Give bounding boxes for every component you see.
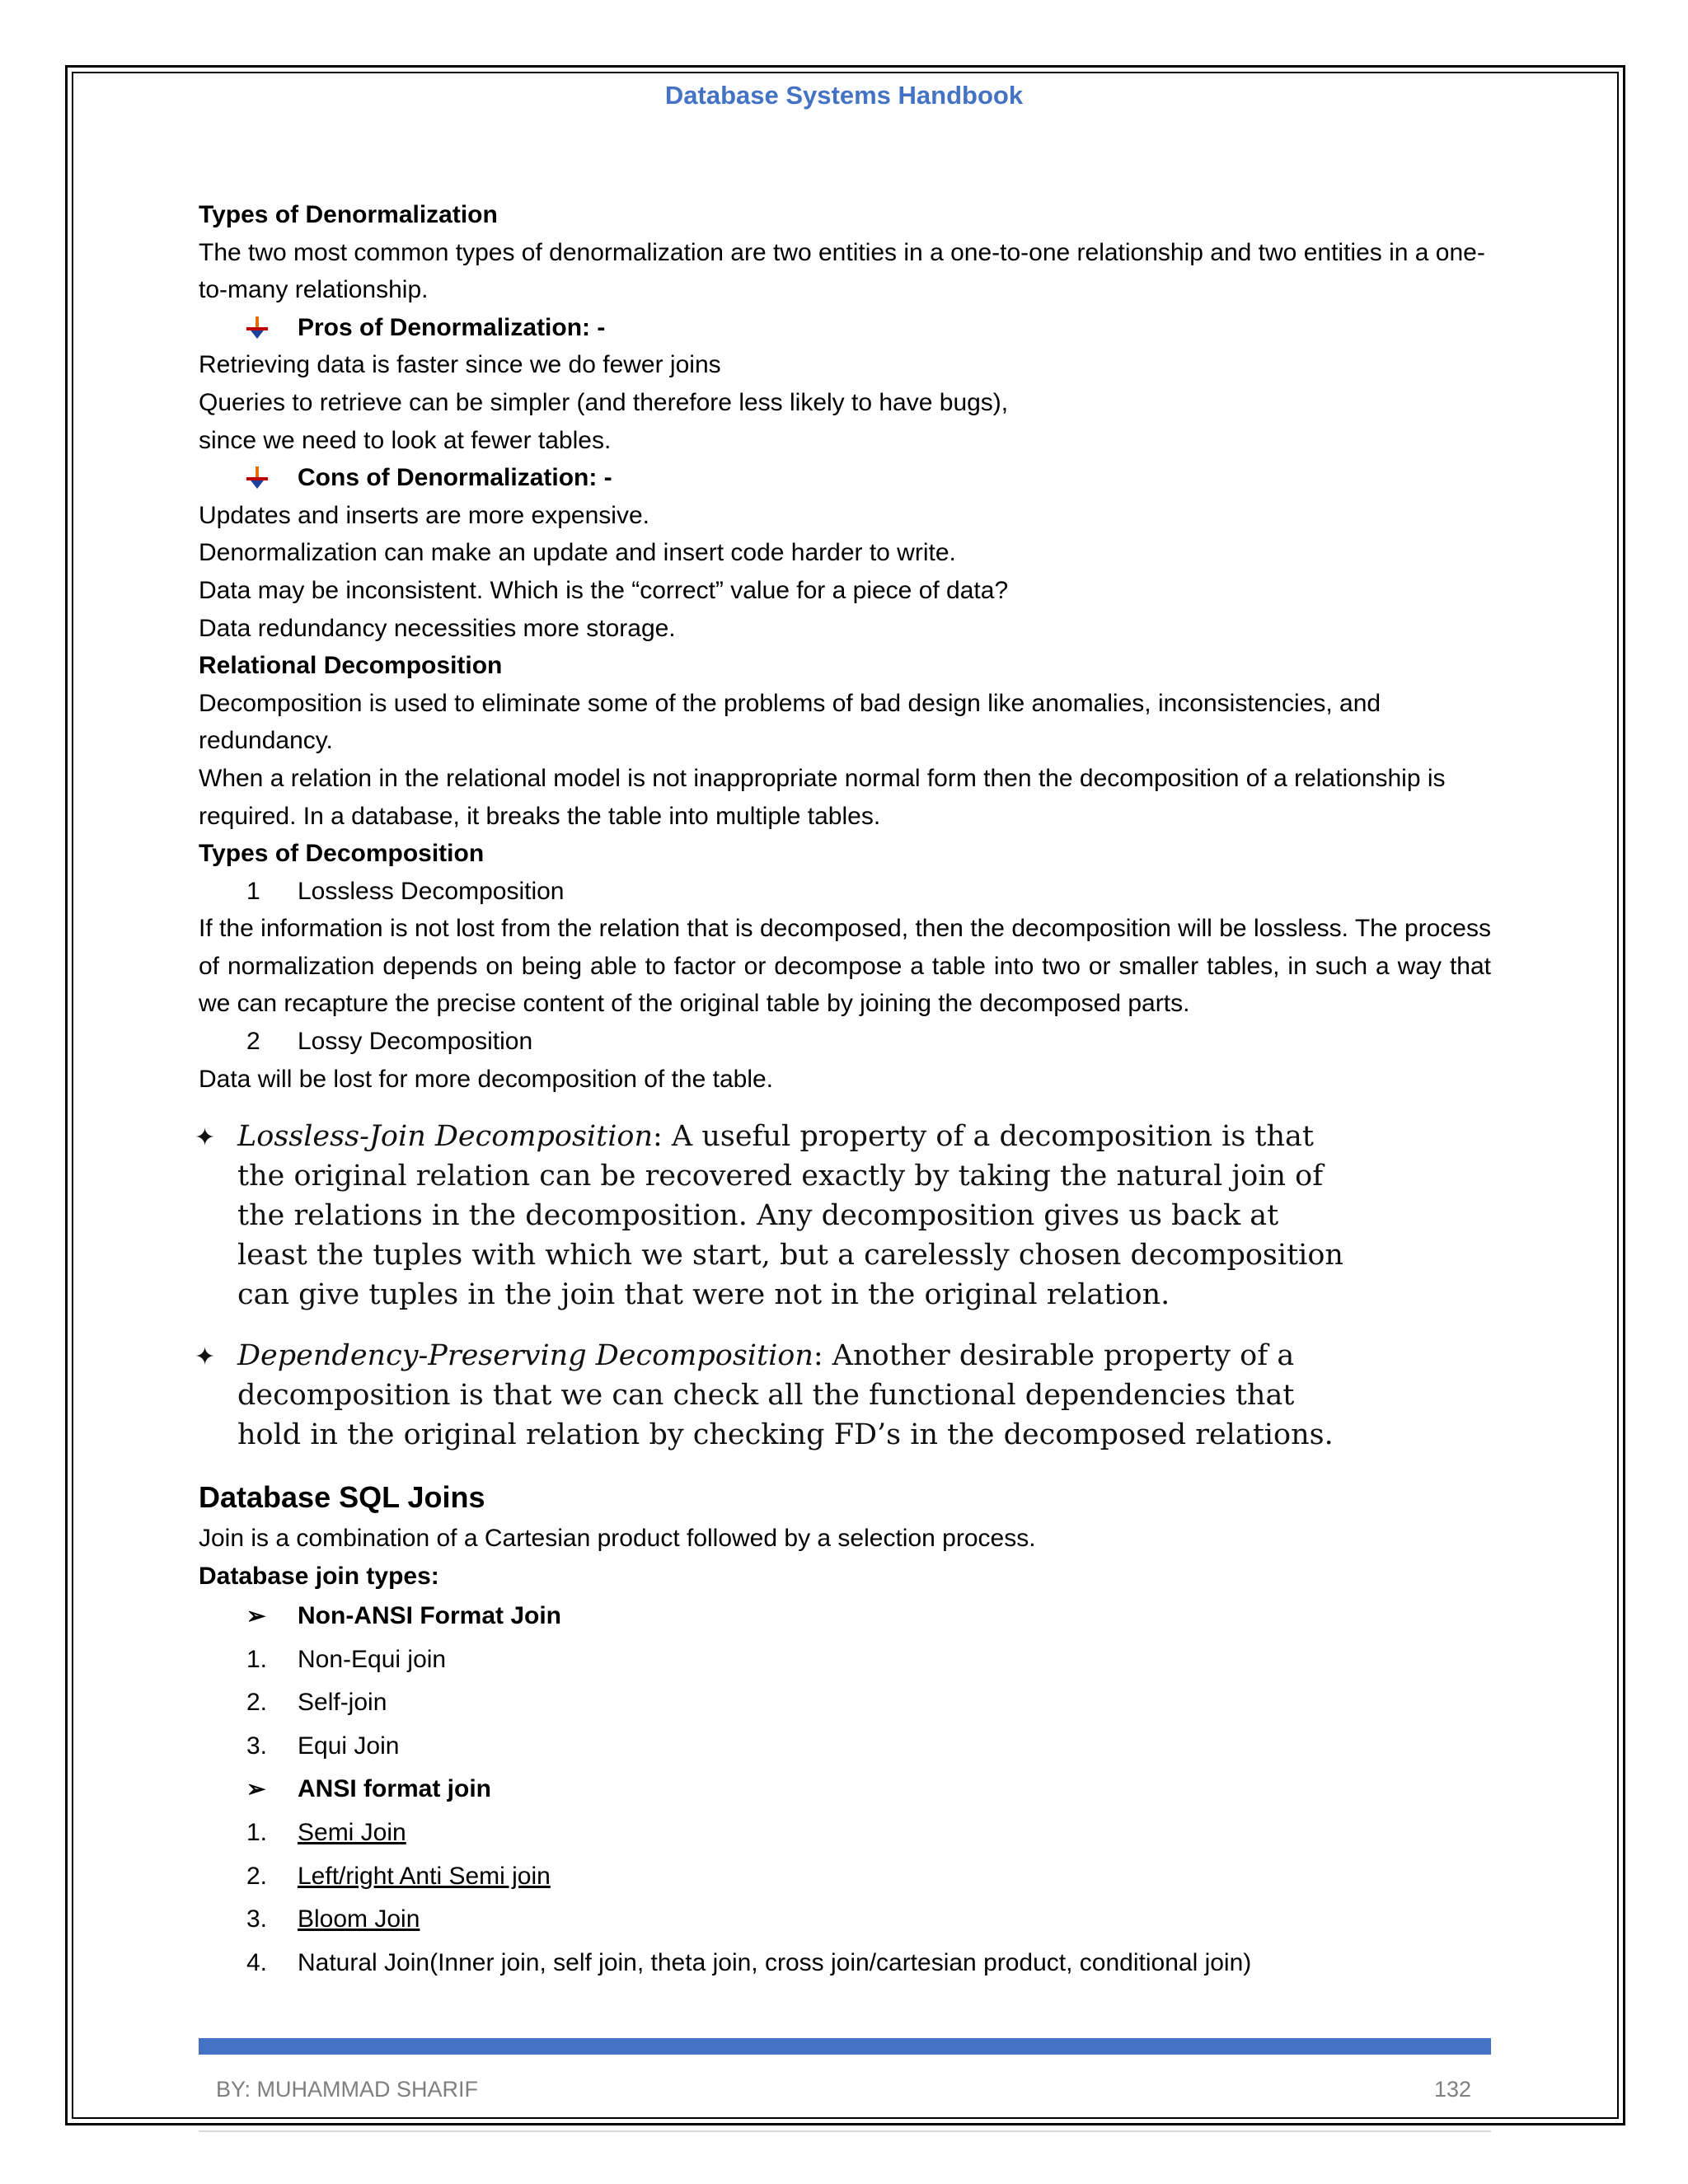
list-group-non-ansi: ➢ Non-ANSI Format Join	[199, 1595, 1491, 1638]
text-body	[199, 196, 1491, 1098]
pros-item: since we need to look at fewer tables.	[199, 426, 612, 454]
decomposition-paragraph-1: Decomposition is used to eliminate some of the problems of bad design like anomalies, inconsistencies, and redundancy.	[199, 689, 1381, 755]
link-semi-join: Semi Join	[298, 1818, 406, 1846]
header-title: Database Systems Handbook	[664, 81, 1024, 110]
decomposition-paragraph-2: When a relation in the relational model is not inappropriate normal form then the decomposition of a relationship is required. In a database, it breaks the table into multiple tables.	[199, 764, 1446, 830]
joins-section	[199, 1475, 1491, 1595]
arrow-bullet-icon: ➢	[246, 1776, 266, 1802]
pros-item: Retrieving data is faster since we do fewer joins	[199, 351, 721, 379]
list-number: 2	[246, 1028, 260, 1056]
diamond-bullet-icon: ✦	[195, 1343, 216, 1371]
list-item: 2. Self-join	[246, 1689, 387, 1717]
denormalization-paragraph: The two most common types of denormalization are two entities in a one-to-one relationship and two entities in a one-to-many relationship.	[199, 238, 1485, 304]
decomposition-type-2: 2 Lossy Decomposition	[199, 1023, 1491, 1061]
heading-types-of-denormalization: Types of Denormalization	[199, 201, 498, 228]
cons-heading: Cons of Denormalization: -	[199, 459, 1491, 497]
list-item: 3. Equi Join	[246, 1732, 400, 1760]
excerpt-bullet-dependency: ✦ Dependency-Preserving Decomposition: Another desirable property of a decomposition is that we can check all the functional dependencies that hold in the original relation by checking FD’s in the decomposed relations.	[195, 1339, 1334, 1451]
footer-rule	[199, 2130, 1491, 2132]
joins-paragraph: Join is a combination of a Cartesian product followed by a selection process.	[199, 1525, 1036, 1552]
heading-database-sql-joins: Database SQL Joins	[199, 1480, 485, 1514]
down-arrow-bullet-icon	[246, 466, 268, 490]
join-types-list	[199, 1595, 1491, 1985]
footer-author: BY: MUHAMMAD SHARIF	[216, 2077, 479, 2102]
arrow-bullet-icon: ➢	[246, 1603, 266, 1629]
cons-item: Updates and inserts are more expensive.	[199, 501, 649, 529]
cons-item: Data may be inconsistent. Which is the “correct” value for a piece of data?	[199, 576, 1009, 604]
footer-page-number: 132	[1434, 2077, 1472, 2102]
list-number: 1	[246, 877, 260, 905]
lossy-paragraph: Data will be lost for more decomposition of the table.	[199, 1065, 774, 1093]
heading-join-types: Database join types:	[199, 1562, 439, 1590]
list-item: 4. Natural Join(Inner join, self join, theta join, cross join/cartesian product, conditional join)	[246, 1948, 1252, 1976]
down-arrow-bullet-icon	[246, 316, 268, 340]
footer-accent-bar	[199, 2038, 1491, 2055]
heading-relational-decomposition: Relational Decomposition	[199, 652, 503, 680]
scanned-excerpt	[191, 1117, 1343, 1455]
list-item-link[interactable]: 1. Semi Join	[246, 1818, 406, 1846]
lossless-paragraph: If the information is not lost from the relation that is decomposed, then the decomposition will be lossless. The process of normalization depends on being able to factor or decompose a table into two or smaller tables, in such a way that we can recapture the precise content of the original table by joining the decomposed parts.	[199, 915, 1491, 1018]
list-item: 1. Non-Equi join	[246, 1645, 447, 1673]
list-item-link[interactable]: 2. Left/right Anti Semi join	[246, 1862, 551, 1890]
decomposition-type-1: 1 Lossless Decomposition	[199, 873, 1491, 911]
link-anti-semi-join: Left/right Anti Semi join	[298, 1862, 551, 1890]
pros-item: Queries to retrieve can be simpler (and therefore less likely to have bugs),	[199, 388, 1009, 416]
cons-item: Denormalization can make an update and insert code harder to write.	[199, 539, 956, 567]
list-item-link[interactable]: 3. Bloom Join	[246, 1905, 420, 1933]
list-group-ansi: ➢ ANSI format join	[199, 1768, 1491, 1811]
pros-heading: Pros of Denormalization: -	[199, 309, 1491, 347]
diamond-bullet-icon: ✦	[195, 1123, 216, 1152]
excerpt-bullet-lossless: ✦ Lossless-Join Decomposition: A useful property of a decomposition is that the original relation can be recovered exactly by taking the natural join of the relations in the decomposition. Any decomposition gives us back at least the tuples with which we start, but a carelessly chosen decomposition can give tuples in the join that were not in the original relation.	[195, 1120, 1343, 1311]
link-bloom-join: Bloom Join	[298, 1905, 420, 1933]
cons-item: Data redundancy necessities more storage.	[199, 614, 676, 642]
heading-types-of-decomposition: Types of Decomposition	[199, 840, 485, 868]
